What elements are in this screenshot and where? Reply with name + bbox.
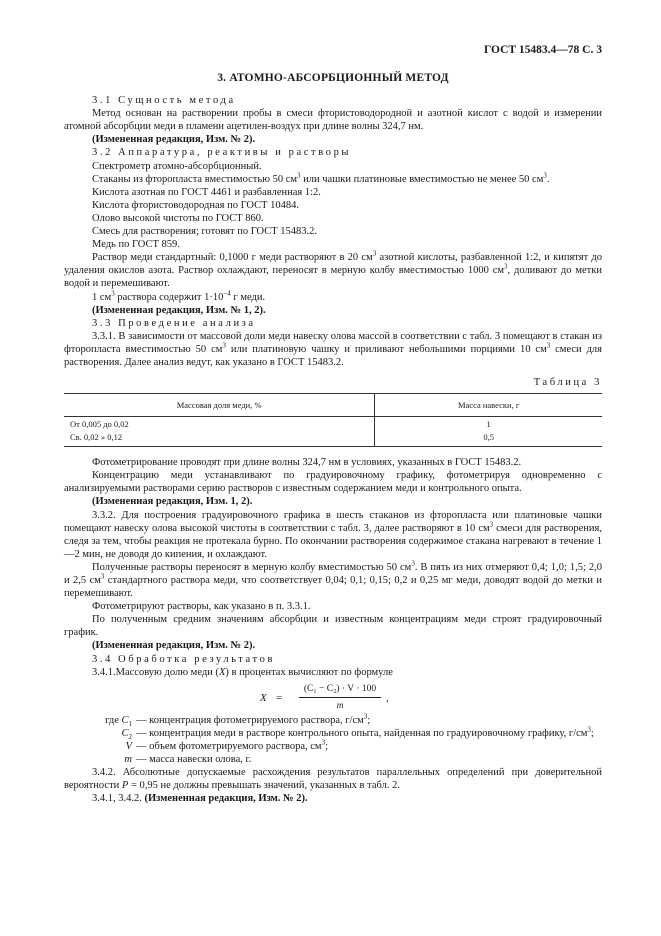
formula-variable: X	[260, 691, 267, 704]
variable-definition: где $C_1$ — концентрация фотометрируемого раствора, $г/см^3$;	[105, 712, 371, 728]
subsection-heading: 3.1 Сущность метода	[92, 95, 236, 107]
formula-numerator: (C₁ − C₂) · V · 100	[303, 683, 377, 694]
section-title: 3. АТОМНО-АБСОРБЦИОННЫЙ МЕТОД	[217, 72, 449, 84]
table-header-row	[64, 394, 602, 417]
paragraph: Спектрометр атомно-абсорбционный.	[92, 160, 262, 172]
page-content	[64, 44, 602, 805]
paragraph: 3.4.1, 3.4.2. (Измененная редакция, Изм. № 2).	[92, 793, 308, 805]
paragraph: Олово высокой чистоты по ГОСТ 860.	[92, 212, 264, 224]
paragraph: Медь по ГОСТ 859.	[92, 239, 180, 251]
subsection-heading: 3.3 Проведение анализа	[92, 317, 256, 329]
paragraph: По полученным средним значениям абсорбции и известным концентрациям меди строят градуировочный график.	[64, 614, 602, 639]
table-cell: Св. 0,02 » 0,12	[64, 431, 375, 447]
paragraph: 3.3.1. В зависимости от массовой доли меди навеску олова массой в соответствии с табл. 3 помещают в стакан из фторопласта вместимостью 50 $см^3$ или платиновую чашку и приливают небольшими порциями 10 $см^3$ смеси для растворения. Далее анализ ведут, как указано в ГОСТ 15483.2.	[64, 330, 602, 368]
revision-note: (Измененная редакция, Изм. № 2).	[92, 134, 256, 146]
formula-comma: ,	[386, 692, 389, 704]
fraction-bar	[299, 697, 381, 698]
paragraph: Стаканы из фторопласта вместимостью 50 $см^3$ или чашки платиновые вместимостью не менее 50 $см^3$.	[92, 171, 550, 185]
paragraph: Смесь для растворения; готовят по ГОСТ 15483.2.	[92, 226, 318, 238]
subsection-heading: 3.2 Аппаратура, реактивы и растворы	[92, 147, 352, 159]
paragraph: Кислота азотная по ГОСТ 4461 и разбавленная 1:2.	[92, 186, 321, 198]
table-header-cell: Масса навески, г	[375, 394, 602, 417]
table-row	[64, 431, 602, 447]
paragraph: Концентрацию меди устанавливают по градуировочному графику, фотометрируя одновременно с анализируемыми растворами серию растворов с известным содержанием меди и контрольного опыта.	[64, 470, 602, 495]
variable-definition: V — объем фотометрируемого раствора, $см^3$;	[125, 738, 329, 752]
paragraph: 3.4.1.Массовую долю меди (X) в процентах вычисляют по формуле	[92, 666, 393, 678]
formula-equals: =	[276, 691, 283, 704]
table-cell: От 0,005 до 0,02	[64, 417, 375, 432]
paragraph: 3.3.2. Для построения градуировочного графика в шесть стаканов из фторопласта или платиновые чашки помещают навеску олова высокой чистоты в соответствии с табл. 3, далее растворяют в 10 $см^3$ смеси для растворения, следя за тем, чтобы реакция не протекала бурно. По окончании растворения содержимое стакана нагревают в течение 1—2 мин, не доводя до кипения, и охлаждают.	[64, 509, 602, 560]
paragraph: 3.4.2. Абсолютные допускаемые расхождения результатов параллельных определений при доверительной вероятности P = 0,95 не должны превышать значений, указанных в табл. 2.	[64, 767, 602, 792]
paragraph: Метод основан на растворении пробы в смеси фтористоводородной и азотной кислот с водой и измерении атомной абсорбции меди в пламени ацетилен-воздух при длине волны 324,7 нм.	[64, 108, 602, 133]
paragraph: Фотометрируют растворы, как указано в п. 3.3.1.	[92, 601, 311, 613]
paragraph: Раствор меди стандартный: 0,1000 г меди растворяют в 20 $см^3$ азотной кислоты, разбавленной 1:2, и кипятят до удаления окислов азота. Раствор охлаждают, переносят в мерную колбу вместимостью 1000 $см^3$, доливают до метки водой и перемешивают.	[64, 249, 602, 290]
paragraph: Кислота фтористоводородная по ГОСТ 10484.	[92, 199, 300, 211]
variable-definition: $C_2$ — концентрация меди в растворе контрольного опыта, найденная по градуировочному графику, $г/см^3$;	[121, 725, 594, 741]
subsection-heading: 3.4 Обработка результатов	[92, 653, 276, 665]
data-table	[64, 393, 602, 447]
revision-note: (Измененная редакция, Изм. 1, 2).	[92, 496, 253, 508]
paragraph: Полученные растворы переносят в мерную колбу вместимостью 50 $см^3$. В пять из них отмеряют 0,4; 1,0; 1,5; 2,0 и 2,5 $см^3$ стандартного раствора меди, что соответствует 0,04; 0,1; 0,15; 0,2 и 0,25 мг меди, доводят водой до метки и перемешивают.	[64, 559, 602, 600]
table-header-cell: Массовая доля меди, %	[64, 394, 375, 417]
revision-note: (Измененная редакция, Изм. № 2).	[92, 640, 256, 652]
table-caption: Таблица 3	[533, 377, 602, 389]
table-cell: 0,5	[375, 431, 602, 447]
revision-note: (Измененная редакция, Изм. № 1, 2).	[92, 304, 266, 316]
paragraph: Фотометрирование проводят при длине волны 324,7 нм в условиях, указанных в ГОСТ 15483.2.	[92, 457, 522, 469]
table-cell: 1	[486, 419, 491, 430]
page-header: ГОСТ 15483.4—78 С. 3	[483, 44, 602, 56]
formula-denominator: m	[336, 700, 344, 711]
variable-definition: m — масса навески олова, г.	[124, 754, 252, 766]
paragraph: 1 $см^3$ раствора содержит $1\cdot 10^{-4}$ г меди.	[92, 289, 266, 303]
formula	[64, 681, 602, 714]
table-row	[64, 417, 602, 432]
